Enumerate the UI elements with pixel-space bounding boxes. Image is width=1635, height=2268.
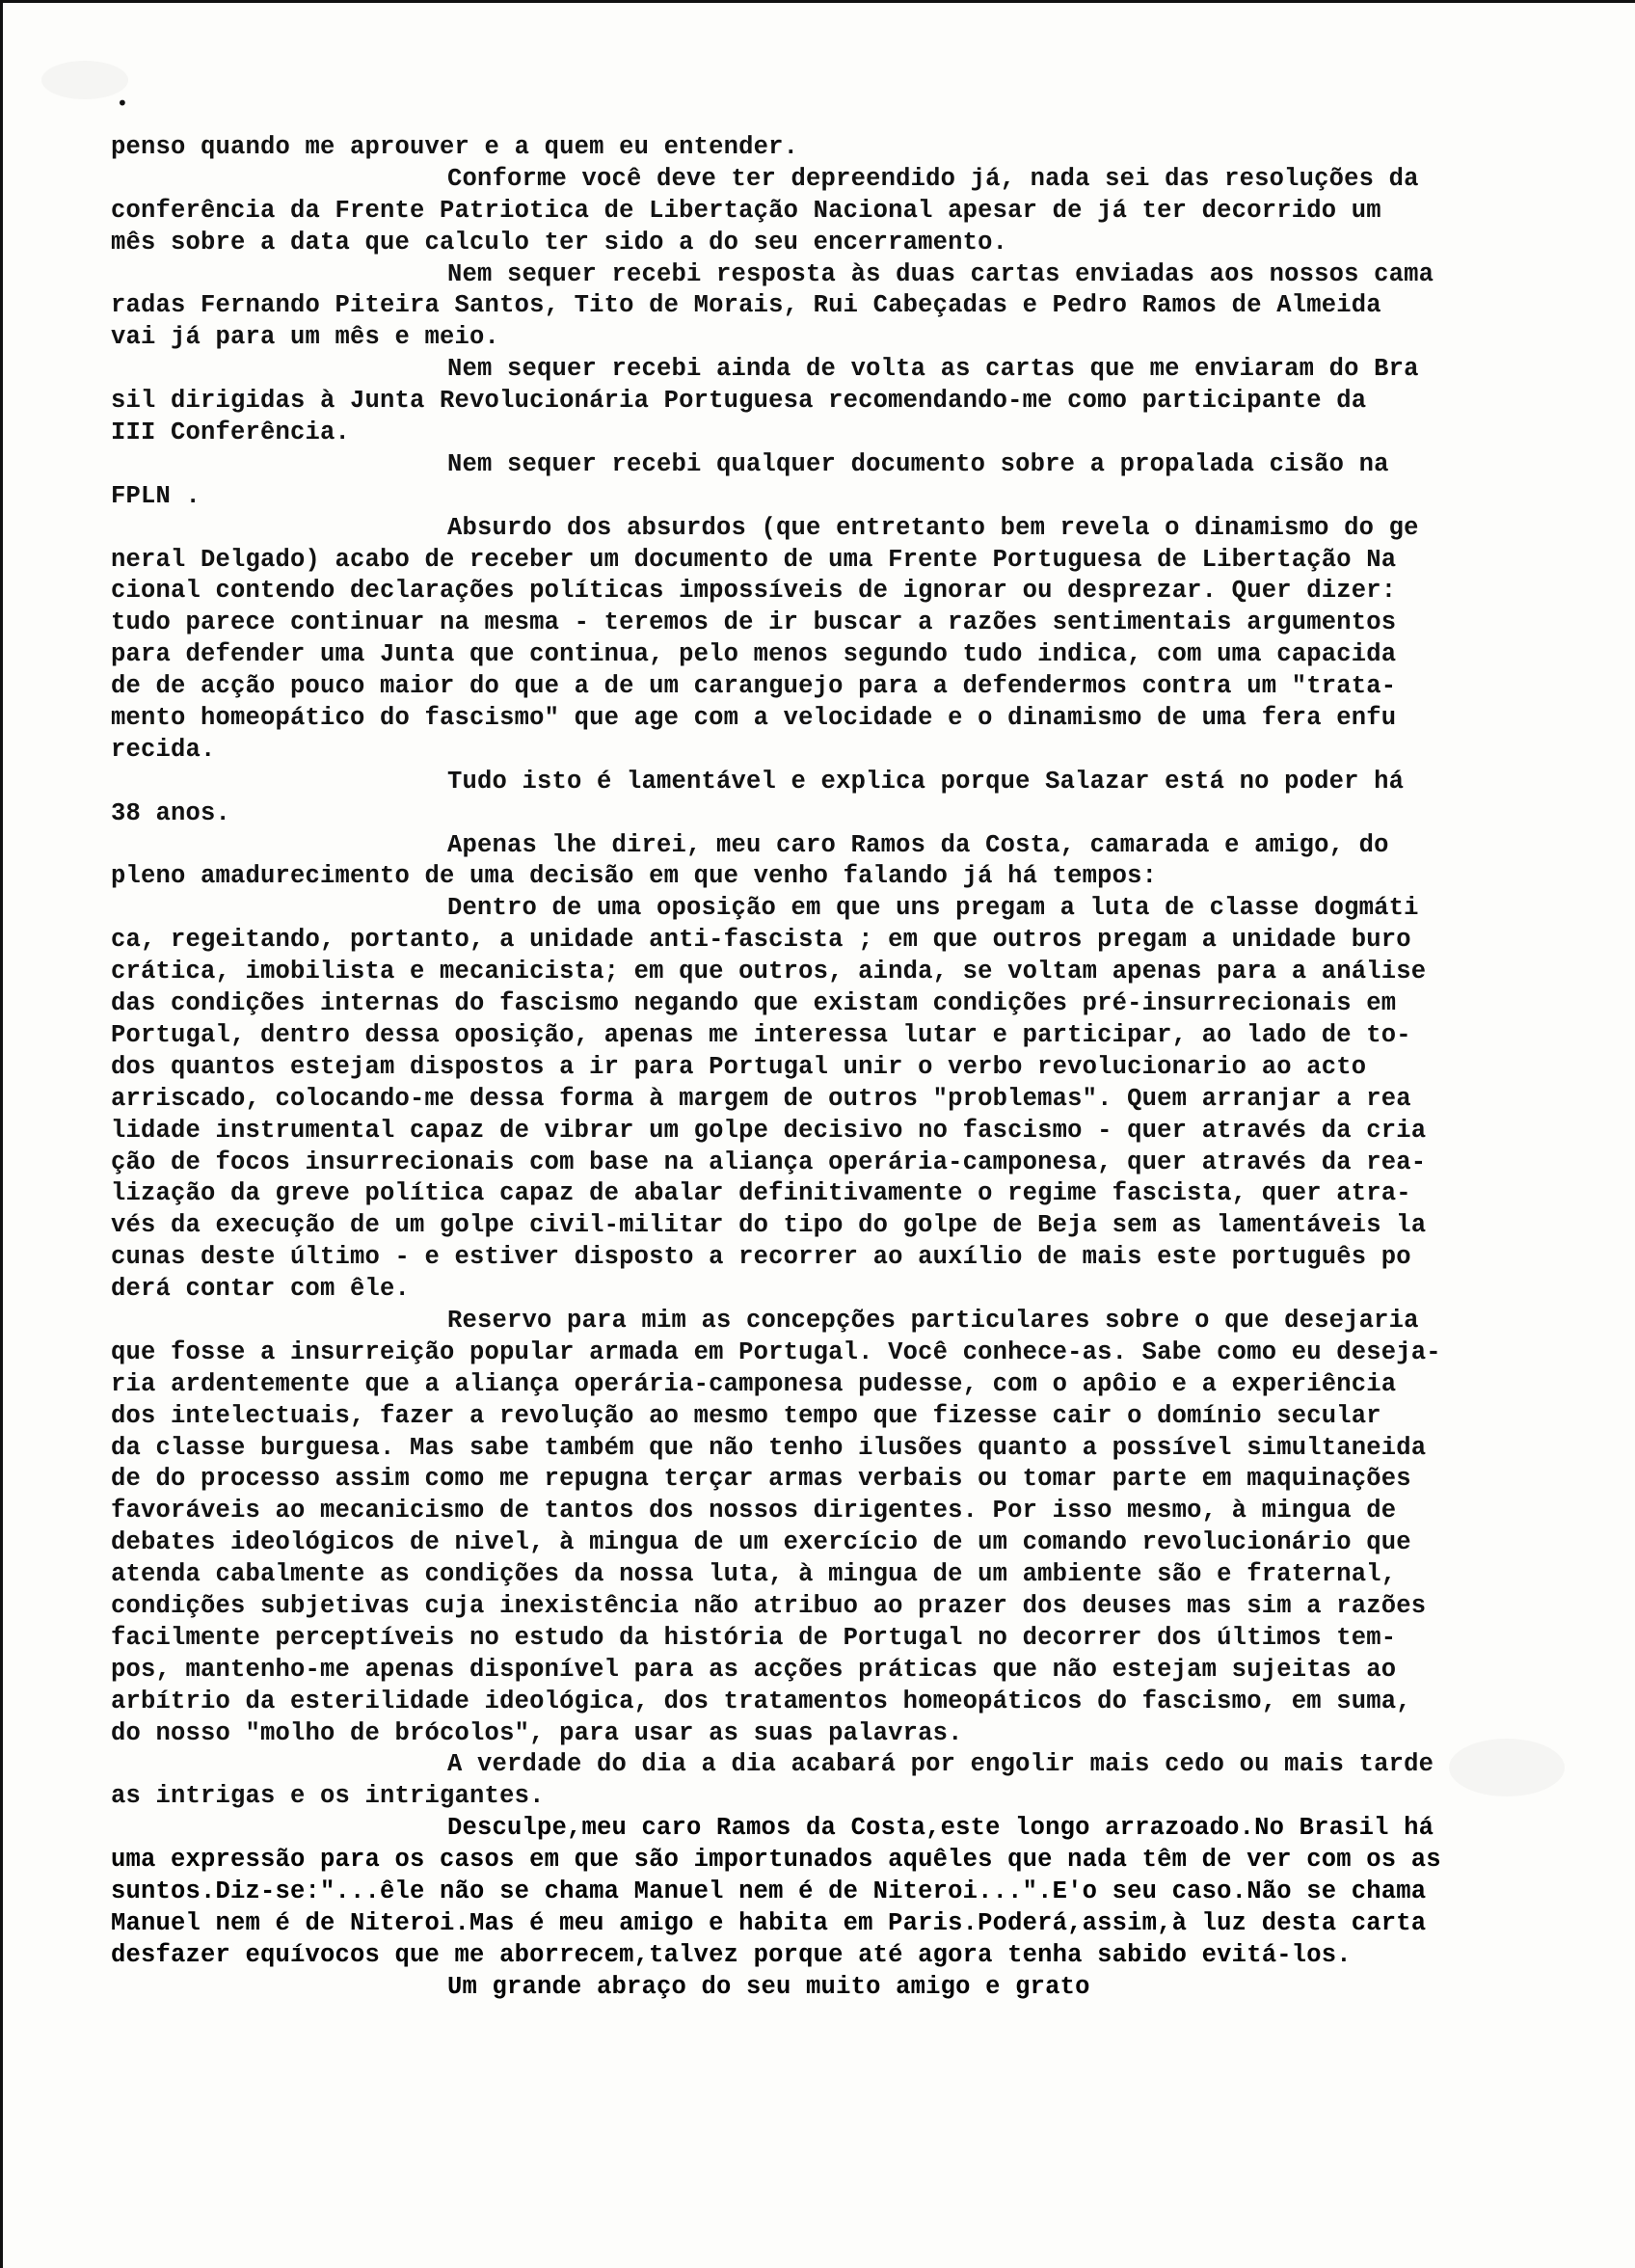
text-line: FPLN . [111, 481, 201, 510]
text-line: dos quantos estejam dispostos a ir para Portugal unir o verbo revolucionario ao acto [111, 1052, 1367, 1081]
ink-dot-mark: • [117, 92, 128, 115]
text-line: pleno amadurecimento de uma decisão em que venho falando já há tempos: [111, 862, 1158, 891]
text-line: favoráveis ao mecanicismo de tantos dos nossos dirigentes. Por isso mesmo, à mingua de [111, 1497, 1397, 1526]
text-line: condições subjetivas cuja inexistência não atribuo ao prazer dos deuses mas sim a razões [111, 1591, 1427, 1620]
text-line: Portugal, dentro dessa oposição, apenas me interessa lutar e participar, ao lado de to- [111, 1020, 1411, 1049]
text-line: Apenas lhe direi, meu caro Ramos da Costa, camarada e amigo, do [447, 830, 1389, 859]
text-line: cunas deste último - e estiver disposto a recorrer ao auxílio de mais este português po [111, 1243, 1411, 1272]
text-line: Dentro de uma oposição em que uns pregam a luta de classe dogmáti [447, 894, 1419, 923]
text-line: mento homeopático do fascismo" que age com a velocidade e o dinamismo de uma fera enfu [111, 704, 1397, 733]
text-line: vés da execução de um golpe civil-militar do tipo do golpe de Beja sem as lamentáveis la [111, 1211, 1427, 1240]
text-line: cional contendo declarações políticas impossíveis de ignorar ou desprezar. Quer dizer: [111, 577, 1397, 606]
text-line: de do processo assim como me repugna terçar armas verbais ou tomar parte em maquinações [111, 1465, 1411, 1494]
text-line: suntos.Diz-se:"...êle não se chama Manuel nem é de Niteroi...".E'o seu caso.Não se chama [111, 1876, 1427, 1905]
text-line: radas Fernando Piteira Santos, Tito de Morais, Rui Cabeçadas e Pedro Ramos de Almeida [111, 291, 1381, 320]
letter-body [111, 132, 1557, 2004]
text-line: penso quando me aprouver e a quem eu entender. [111, 133, 799, 161]
text-line: derá contar com êle. [111, 1275, 411, 1304]
text-line: as intrigas e os intrigantes. [111, 1782, 545, 1811]
text-line: ca, regeitando, portanto, a unidade anti-fascista ; em que outros pregam a unidade buro [111, 926, 1411, 955]
text-line: desfazer equívocos que me aborrecem,talvez porque até agora tenha sabido evitá-los. [111, 1940, 1352, 1969]
text-line: neral Delgado) acabo de receber um documento de uma Frente Portuguesa de Libertação Na [111, 545, 1397, 574]
text-line: para defender uma Junta que continua, pelo menos segundo tudo indica, com uma capacida [111, 640, 1397, 669]
text-line: do nosso "molho de brócolos", para usar as suas palavras. [111, 1718, 963, 1747]
text-line: Nem sequer recebi ainda de volta as cartas que me enviaram do Bra [447, 355, 1419, 384]
text-line: uma expressão para os casos em que são importunados aquêles que nada têm de ver com os as [111, 1846, 1441, 1875]
text-line: ria ardentemente que a aliança operária-camponesa pudesse, com o apôio e a experiência [111, 1369, 1397, 1398]
text-line: de de acção pouco maior do que a de um caranguejo para a defendermos contra um "trata- [111, 672, 1397, 701]
text-line: Conforme você deve ter depreendido já, nada sei das resoluções da [447, 164, 1419, 193]
text-line: Reservo para mim as concepções particulares sobre o que desejaria [447, 1306, 1419, 1335]
text-line: debates ideológicos de nivel, à mingua de um exercício de um comando revolucionário que [111, 1528, 1411, 1557]
text-line: sil dirigidas à Junta Revolucionária Portuguesa recomendando-me como participante da [111, 387, 1367, 416]
text-line: Tudo isto é lamentável e explica porque Salazar está no poder há [447, 767, 1405, 796]
text-line: Desculpe,meu caro Ramos da Costa,este longo arrazoado.No Brasil há [447, 1814, 1434, 1843]
text-line: Nem sequer recebi resposta às duas cartas enviadas aos nossos cama [447, 259, 1434, 288]
text-line: conferência da Frente Patriotica de Libertação Nacional apesar de já ter decorrido um [111, 196, 1381, 225]
text-line: mês sobre a data que calculo ter sido a do seu encerramento. [111, 228, 1008, 256]
text-line: recida. [111, 735, 216, 764]
text-line: vai já para um mês e meio. [111, 323, 500, 352]
text-line: tudo parece continuar na mesma - teremos de ir buscar a razões sentimentais argumentos [111, 608, 1397, 637]
paper-stain [41, 61, 128, 99]
text-line: da classe burguesa. Mas sabe também que não tenho ilusões quanto a possível simultaneida [111, 1433, 1427, 1462]
text-line: arriscado, colocando-me dessa forma à margem de outros "problemas". Quem arranjar a rea [111, 1084, 1411, 1113]
text-line: Absurdo dos absurdos (que entretanto bem revela o dinamismo do ge [447, 513, 1419, 542]
text-line: 38 anos. [111, 798, 231, 827]
text-line: III Conferência. [111, 418, 351, 447]
text-line: Manuel nem é de Niteroi.Mas é meu amigo e habita em Paris.Poderá,assim,à luz desta carta [111, 1908, 1427, 1937]
text-line: lidade instrumental capaz de vibrar um golpe decisivo no fascismo - quer através da cria [111, 1116, 1427, 1145]
text-line: Nem sequer recebi qualquer documento sobre a propalada cisão na [447, 449, 1389, 478]
text-line: lização da greve política capaz de abalar definitivamente o regime fascista, quer atra- [111, 1179, 1411, 1208]
text-line: ção de focos insurrecionais com base na aliança operária-camponesa, quer através da rea- [111, 1148, 1427, 1176]
text-line: dos intelectuais, fazer a revolução ao mesmo tempo que fizesse cair o domínio secular [111, 1401, 1381, 1430]
text-line: das condições internas do fascismo negando que existam condições pré-insurrecionais em [111, 989, 1397, 1018]
text-line: crática, imobilista e mecanicista; em que outros, ainda, se voltam apenas para a análise [111, 958, 1427, 986]
text-line: atenda cabalmente as condições da nossa luta, à mingua de um ambiente são e fraternal, [111, 1560, 1397, 1589]
text-line: pos, mantenho-me apenas disponível para as acções práticas que não estejam sujeitas ao [111, 1655, 1397, 1684]
text-line: Um grande abraço do seu muito amigo e grato [447, 1972, 1090, 2001]
text-line: A verdade do dia a dia acabará por engolir mais cedo ou mais tarde [447, 1750, 1434, 1779]
text-line: que fosse a insurreição popular armada em Portugal. Você conhece-as. Sabe como eu deseja- [111, 1337, 1441, 1366]
text-line: arbítrio da esterilidade ideológica, dos tratamentos homeopáticos do fascismo, em suma, [111, 1687, 1411, 1715]
text-line: facilmente perceptíveis no estudo da história de Portugal no decorrer dos últimos tem- [111, 1623, 1397, 1652]
